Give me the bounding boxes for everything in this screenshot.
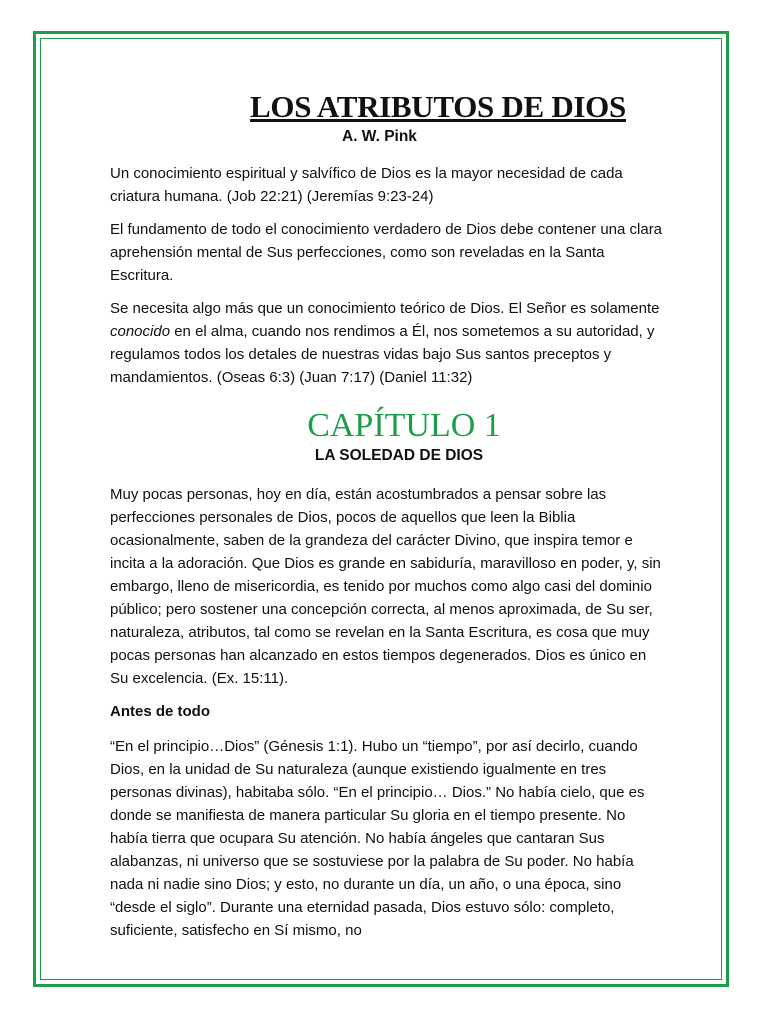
intro-paragraph-1: Un conocimiento espiritual y salvífico de Dios es la mayor necesidad de cada criatura humana. (Job 22:21) (Jeremías 9:23-24) [110,165,623,205]
intro-paragraph-3-emphasis: conocido [110,323,171,340]
chapter-paragraph: Muy pocas personas, hoy en día, están acostumbrados a pensar sobre las perfecciones personales de Dios, pocos de aquellos que leen la Biblia ocasionalmente, saben de la grandeza del carácter Divino, que inspira temor e incita a la adoración. Que Dios es grande en sabiduría, maravilloso en poder, y, sin embargo, lleno de misericordia, es tenido por muchos como algo casi del dominio público; pero sostener una concepción correcta, al menos aproximada, de Su ser, naturaleza, atributos, tal como se revelan en la Santa Escritura, es cosa que muy pocas personas han alcanzado en estos tiempos degenerados. Dios es único en Su excelencia. (Ex. 15:11). [110,486,661,687]
section-subheading: Antes de todo [110,703,210,720]
final-paragraph: “En el principio…Dios” (Génesis 1:1). Hubo un “tiempo”, por así decirlo, cuando Dios, en la unidad de Su naturaleza (aunque existiendo igualmente en tres personas divinas), habitaba sólo. “En el principio… Dios.” No había cielo, que es donde se manifiesta de manera particular Su gloria en el tiempo presente. No había tierra que ocupara Su atención. No había ángeles que cantaran Sus alabanzas, ni universo que se sostuviese por la palabra de Su poder. No había nada ni nadie sino Dios; y esto, no durante un día, un año, o una época, sino “desde el siglo”. Durante una eternidad pasada, Dios estuvo sólo: completo, suficiente, satisfecho en Sí mismo, no [110,738,645,939]
chapter-heading: CAPÍTULO 1 [307,407,501,444]
document-author: A. W. Pink [342,128,417,145]
chapter-title: LA SOLEDAD DE DIOS [314,447,484,464]
intro-paragraph-2: El fundamento de todo el conocimiento verdadero de Dios debe contener una clara aprehensión mental de Sus perfecciones, como son reveladas en la Santa Escritura. [110,221,663,284]
intro-paragraph-3-end: en el alma, cuando nos rendimos a Él, nos sometemos a su autoridad, y regulamos todos los detales de nuestras vidas bajo Sus santos preceptos y mandamientos. (Oseas 6:3) (Juan 7:17) (Daniel 11:32) [110,323,655,386]
document-body [110,86,666,952]
intro-paragraph-3-start: Se necesita algo más que un conocimiento teórico de Dios. El Señor es solamente [110,300,660,317]
document-title: LOS ATRIBUTOS DE DIOS [250,89,626,124]
intro-paragraph-3 [110,297,666,389]
